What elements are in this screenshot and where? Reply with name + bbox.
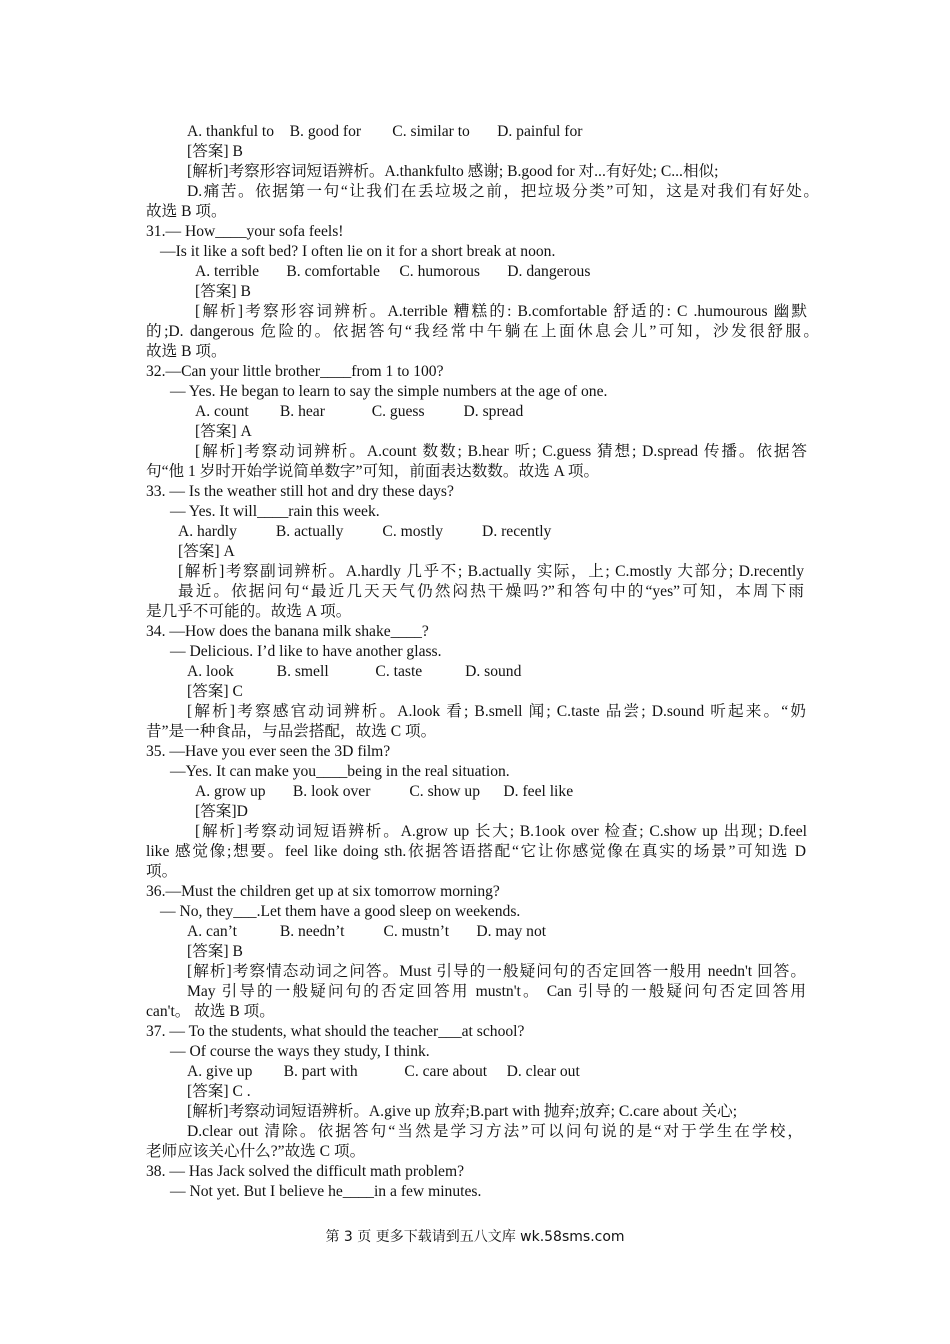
text-line: 35. —Have you ever seen the 3D film? [146, 743, 391, 760]
page-footer: 第 3 页 更多下载请到五八文库 wk.58sms.com [325, 1229, 625, 1245]
text-line: A. thankful to B. good for C. similar to D. painful for [187, 123, 583, 140]
text-line: [答案] B [195, 283, 251, 300]
text-line: [解析]考察感官动词辨析。A.look 看; B.smell 闻; C.taste 品尝; D.sound 听起来。“奶 [187, 703, 806, 720]
text-line: A. look B. smell C. taste D. sound [187, 663, 522, 680]
text-line: 33. — Is the weather still hot and dry these days? [146, 483, 454, 500]
text-line: [解析]考察情态动词之问答。Must 引导的一般疑问句的否定回答一般用 needn't 回答。 [187, 963, 806, 980]
text-line: 昔”是一种食品，与品尝搭配，故选 C 项。 [146, 723, 437, 740]
text-line: [答案] B [187, 143, 243, 160]
text-line: D.clear out 清除。依据答句“当然是学习方法”可以问句说的是“对于学生在学校， [187, 1123, 803, 1140]
text-line: 老师应该关心什么?”故选 C 项。 [146, 1143, 366, 1160]
text-line: can't。 故选 B 项。 [146, 1003, 275, 1020]
text-line: [解析]考察动词短语辨析。A.give up 放弃;B.part with 抛弃;放弃; C.care about 关心; [187, 1103, 738, 1120]
text-line: [答案] A [195, 423, 252, 440]
text-line: [解析]考察形容词短语辨析。A.thankfulto 感谢; B.good for 对...有好处; C...相似; [187, 163, 719, 180]
text-line: [答案] B [187, 943, 243, 960]
text-line: 31.— How____your sofa feels! [146, 223, 344, 240]
text-line: [解析]考察动词辨析。A.count 数数; B.hear 听; C.guess 猜想; D.spread 传播。依据答 [195, 443, 807, 460]
text-line: like 感觉像;想要。feel like doing sth.依据答语搭配“它让你感觉像在真实的场景”可知选 D [146, 843, 806, 860]
text-line: — Yes. It will____rain this week. [170, 503, 380, 520]
text-line: A. can’t B. needn’t C. mustn’t D. may not [187, 923, 547, 940]
text-line: — Not yet. But I believe he____in a few minutes. [170, 1183, 482, 1200]
text-line: —Is it like a soft bed? I often lie on it for a short break at noon. [160, 243, 556, 260]
text-line: — No, they___.Let them have a good sleep on weekends. [160, 903, 521, 920]
text-line: 37. — To the students, what should the teacher___at school? [146, 1023, 525, 1040]
text-line: A. grow up B. look over C. show up D. feel like [195, 783, 574, 800]
text-line: [答案]D [195, 803, 248, 820]
text-line: A. hardly B. actually C. mostly D. recently [178, 523, 552, 540]
text-line: 36.—Must the children get up at six tomorrow morning? [146, 883, 500, 900]
text-line: — Yes. He began to learn to say the simple numbers at the age of one. [170, 383, 608, 400]
text-line: 的;D. dangerous 危险的。依据答句“我经常中午躺在上面休息会儿”可知，沙发很舒服。 [146, 323, 819, 340]
text-line: A. terrible B. comfortable C. humorous D. dangerous [195, 263, 591, 280]
text-line: A. give up B. part with C. care about D. clear out [187, 1063, 580, 1080]
text-line: [答案] C . [187, 1083, 251, 1100]
text-line: [答案] C [187, 683, 243, 700]
text-line: A. count B. hear C. guess D. spread [195, 403, 524, 420]
text-line: 句“他 1 岁时开始学说简单数字”可知，前面表达数数。故选 A 项。 [146, 463, 600, 480]
text-line: D.痛苦。依据第一句“让我们在丢垃圾之前，把垃圾分类”可知，这是对我们有好处。 [187, 183, 819, 200]
text-line: 故选 B 项。 [146, 203, 227, 220]
text-line: 是几乎不可能的。故选 A 项。 [146, 603, 352, 620]
text-line: 34. —How does the banana milk shake____? [146, 623, 429, 640]
text-line: [解析]考察形容词辨析。A.terrible 糟糕的: B.comfortable 舒适的: C .humourous 幽默 [195, 303, 807, 320]
text-line: 32.—Can your little brother____from 1 to 100? [146, 363, 444, 380]
text-line: 38. — Has Jack solved the difficult math problem? [146, 1163, 465, 1180]
text-line: [解析]考察副词辨析。A.hardly 几乎不; B.actually 实际，上; C.mostly 大部分; D.recently [178, 563, 804, 580]
text-line: — Delicious. I’d like to have another glass. [170, 643, 442, 660]
text-line: 最近。依据问句“最近几天天气仍然闷热干燥吗?”和答句中的“yes”可知，本周下雨 [178, 583, 804, 600]
text-line: 项。 [146, 863, 178, 880]
text-line: — Of course the ways they study, I think. [170, 1043, 430, 1060]
text-line: [解析]考察动词短语辨析。A.grow up 长大; B.1ook over 检查; C.show up 出现; D.feel [195, 823, 807, 840]
text-line: —Yes. It can make you____being in the real situation. [170, 763, 510, 780]
text-line: 故选 B 项。 [146, 343, 227, 360]
text-line: [答案] A [178, 543, 235, 560]
text-line: May 引导的一般疑问句的否定回答用 mustn't。 Can 引导的一般疑问句否定回答用 [187, 983, 806, 1000]
